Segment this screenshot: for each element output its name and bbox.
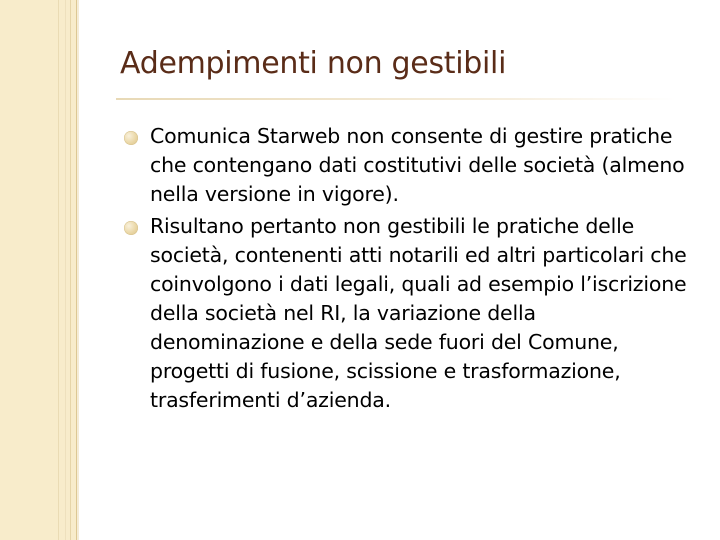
bullet-item [128, 122, 688, 209]
bullet-text: Comunica Starweb non consente di gestire pratiche che contengano dati costitutivi delle società (almeno nella versione in vigore). [150, 124, 685, 206]
band-stripe [77, 0, 79, 540]
bullet-text: Risultano pertanto non gestibili le pratiche delle società, contenenti atti notarili ed altri particolari che coinvolgono i dati legali, quali ad esempio l’iscrizione della società nel RI, la variazione della denominazione e della sede fuori del Comune, progetti di fusione, scissione e trasformazione, trasferimenti d’azienda. [150, 214, 687, 412]
band-stripe [65, 0, 66, 540]
bullet-circle-icon [124, 221, 138, 235]
slide-title: Adempimenti non gestibili [120, 46, 507, 81]
bullet-item [128, 212, 688, 415]
decorative-left-band [0, 0, 77, 540]
title-divider [116, 98, 676, 100]
bullet-list [128, 122, 688, 415]
band-stripe [70, 0, 71, 540]
band-stripe [58, 0, 59, 540]
bullet-circle-icon [124, 131, 138, 145]
